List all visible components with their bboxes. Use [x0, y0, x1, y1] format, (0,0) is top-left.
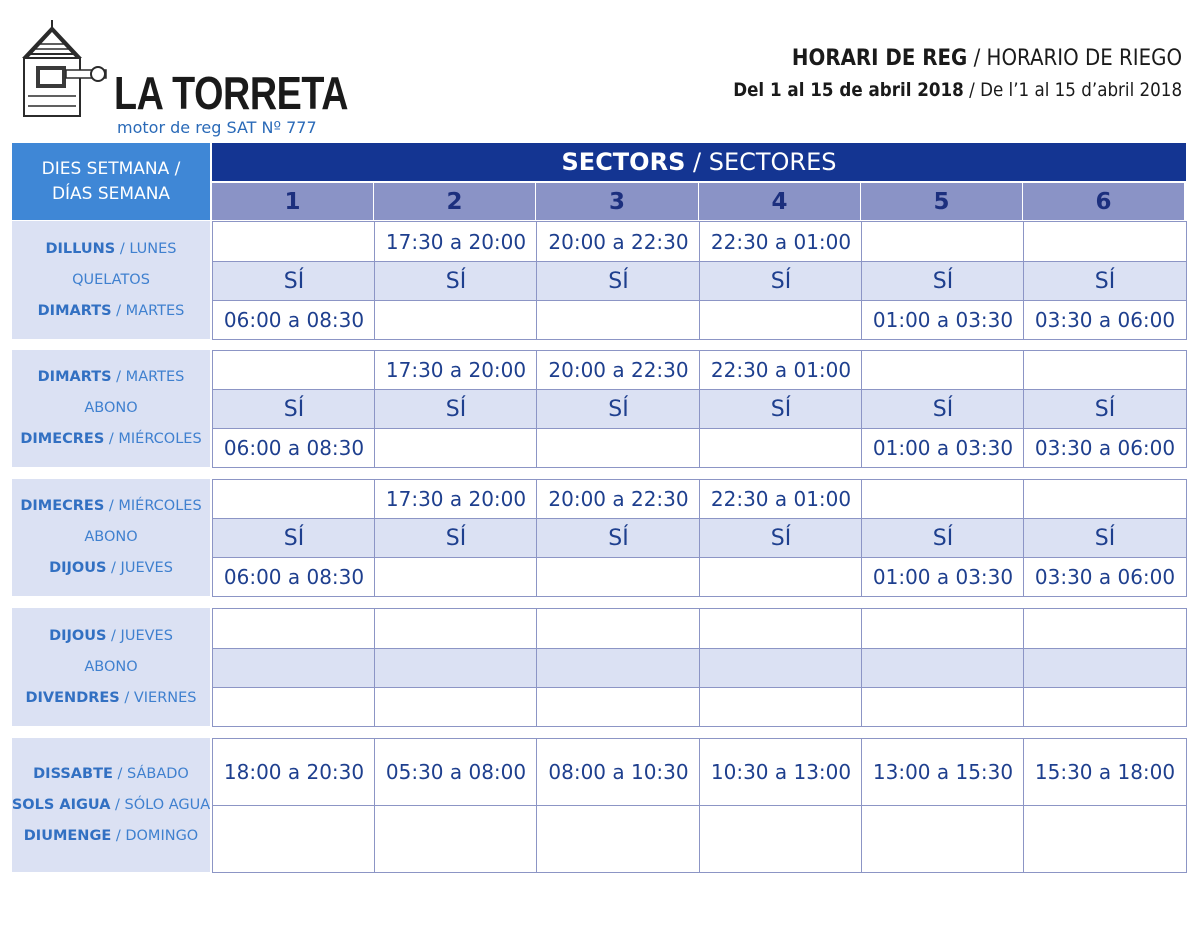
schedule-cell: [1023, 350, 1187, 390]
day-label: [45, 234, 176, 265]
schedule-cell: SÍ: [861, 389, 1025, 429]
schedule-cell: [861, 648, 1025, 688]
day-label-ca: DIUMENGE: [23, 827, 112, 844]
day-label-es: QUELATOS: [72, 271, 150, 288]
schedule-cell: [861, 221, 1025, 262]
day-label-es: / SÓLO AGUA: [110, 796, 211, 813]
schedule-cell: SÍ: [1023, 261, 1187, 301]
day-label: [49, 553, 173, 584]
schedule-cell: SÍ: [536, 261, 701, 301]
sector-number-4: 4: [699, 183, 860, 220]
day-label-ca: DIJOUS: [49, 627, 107, 644]
day-label-es: / LUNES: [115, 240, 177, 257]
schedule-cell: 20:00 a 22:30: [536, 221, 701, 262]
day-label: [84, 652, 137, 683]
schedule-cell: 06:00 a 08:30: [212, 300, 376, 340]
day-label-ca: DILLUNS: [45, 240, 116, 257]
schedule-cell: [699, 805, 863, 873]
schedule-cell: 17:30 a 20:00: [374, 350, 538, 390]
day-label-ca: DIMARTS: [37, 369, 112, 385]
schedule-cell: [699, 300, 863, 340]
schedule-cell: 05:30 a 08:00: [374, 738, 538, 806]
day-label: [72, 265, 150, 296]
schedule-cell: [536, 687, 701, 727]
schedule-cell: [374, 648, 538, 688]
schedule-cell: [212, 479, 376, 519]
schedule-cell: [861, 350, 1025, 390]
sector-number-2: 2: [374, 183, 535, 220]
schedule-cell: 03:30 a 06:00: [1023, 557, 1187, 597]
brand-logo: [14, 18, 349, 137]
schedule-cell: 01:00 a 03:30: [861, 300, 1025, 340]
day-label: [84, 522, 137, 553]
schedule-cell: [374, 428, 538, 468]
schedule-cell: [699, 557, 863, 597]
day-label-ca: DIMARTS: [37, 302, 112, 319]
day-label: [49, 621, 173, 652]
schedule-cell: SÍ: [212, 261, 376, 301]
day-label-ca: SOLS AIGUA: [11, 796, 111, 813]
schedule-cell: [699, 648, 863, 688]
day-label: [84, 393, 137, 424]
title-ca: HORARI DE REG: [791, 46, 968, 71]
sectors-header: [212, 143, 1186, 181]
schedule-cell: [1023, 479, 1187, 519]
schedule-cell: [1023, 648, 1187, 688]
schedule-cell: SÍ: [699, 389, 863, 429]
schedule-cell: SÍ: [374, 261, 538, 301]
day-label: [24, 821, 198, 852]
schedule-cell: SÍ: [861, 261, 1025, 301]
schedule-cell: [861, 687, 1025, 727]
day-label: [38, 362, 185, 393]
schedule-title: [672, 46, 1182, 101]
title-line-2: [733, 79, 1182, 101]
schedule-cell: 15:30 a 18:00: [1023, 738, 1187, 806]
sectors-separator: /: [685, 148, 709, 176]
schedule-cell: [374, 608, 538, 649]
schedule-cell: 22:30 a 01:00: [699, 350, 863, 390]
day-label-ca: DISSABTE: [33, 765, 113, 782]
page-header: [0, 0, 1200, 140]
tower-icon: [14, 18, 114, 118]
sectors-label-ca: SECTORS: [561, 148, 686, 176]
schedule-cell: 17:30 a 20:00: [374, 479, 538, 519]
schedule-cell: [536, 300, 701, 340]
schedule-cell: [861, 479, 1025, 519]
sector-number-1: 1: [212, 183, 373, 220]
schedule-cell: 03:30 a 06:00: [1023, 300, 1187, 340]
day-label-ca: DIMECRES: [20, 431, 105, 447]
schedule-cell: [374, 557, 538, 597]
sector-number-5: 5: [861, 183, 1022, 220]
date-range-ca: De l’1 al 15 d’abril 2018: [979, 79, 1182, 101]
schedule-cell: 17:30 a 20:00: [374, 221, 538, 262]
schedule-cell: SÍ: [699, 518, 863, 558]
day-label-es: / DOMINGO: [111, 827, 199, 844]
day-label-es: / MIÉRCOLES: [104, 431, 202, 447]
day-label-es: ABONO: [84, 658, 138, 675]
schedule-cell: 03:30 a 06:00: [1023, 428, 1187, 468]
brand-subtitle: motor de reg SAT Nº 777: [117, 118, 317, 137]
day-label-es: / VIERNES: [119, 689, 197, 706]
schedule-cell: [212, 350, 376, 390]
schedule-cell: [699, 428, 863, 468]
day-label: [38, 296, 185, 327]
schedule-cell: 13:00 a 15:30: [861, 738, 1025, 806]
day-label-es: / MIÉRCOLES: [104, 498, 202, 514]
sector-number-6: 6: [1023, 183, 1184, 220]
schedule-cell: 22:30 a 01:00: [699, 221, 863, 262]
schedule-cell: 01:00 a 03:30: [861, 428, 1025, 468]
day-label-es: / MARTES: [111, 369, 185, 385]
day-label-ca: DIMECRES: [20, 498, 105, 514]
day-group-labels: [12, 350, 210, 467]
schedule-cell: [212, 648, 376, 688]
day-group-labels: [12, 221, 210, 339]
schedule-cell: [212, 805, 376, 873]
brand-name: LA TORRETA: [114, 67, 349, 119]
schedule-cell: [536, 648, 701, 688]
schedule-cell: 20:00 a 22:30: [536, 350, 701, 390]
schedule-cell: 10:30 a 13:00: [699, 738, 863, 806]
schedule-cell: SÍ: [536, 518, 701, 558]
day-label-es: ABONO: [84, 529, 138, 545]
day-label: [26, 683, 197, 714]
day-label: [20, 491, 201, 522]
schedule-cell: SÍ: [374, 389, 538, 429]
day-label-es: ABONO: [84, 400, 138, 416]
date-range-es: Del 1 al 15 de abril 2018: [733, 79, 964, 101]
schedule-cell: 06:00 a 08:30: [212, 428, 376, 468]
schedule-cell: [212, 608, 376, 649]
schedule-cell: 22:30 a 01:00: [699, 479, 863, 519]
schedule-cell: SÍ: [699, 261, 863, 301]
day-label: [33, 759, 189, 790]
schedule-cell: [536, 428, 701, 468]
schedule-cell: [374, 300, 538, 340]
title-es: HORARIO DE RIEGO: [986, 46, 1182, 71]
sector-number-3: 3: [536, 183, 698, 220]
schedule-cell: [861, 608, 1025, 649]
day-label-es: / JUEVES: [106, 560, 173, 576]
schedule-cell: [536, 608, 701, 649]
schedule-cell: [861, 805, 1025, 873]
day-group-labels: [12, 608, 210, 726]
schedule-cell: SÍ: [212, 389, 376, 429]
schedule-cell: 08:00 a 10:30: [536, 738, 701, 806]
days-header-line-2: DÍAS SEMANA: [51, 183, 171, 204]
schedule-cell: SÍ: [536, 389, 701, 429]
schedule-cell: [1023, 687, 1187, 727]
title-separator: /: [967, 46, 987, 71]
schedule-cell: [1023, 221, 1187, 262]
day-group-labels: [12, 479, 210, 596]
day-label-es: / MARTES: [111, 302, 185, 319]
day-label-es: / SÁBADO: [112, 765, 189, 782]
schedule-cell: [212, 221, 376, 262]
schedule-cell: 01:00 a 03:30: [861, 557, 1025, 597]
schedule-cell: [699, 687, 863, 727]
schedule-cell: 18:00 a 20:30: [212, 738, 376, 806]
title-line-1: [723, 46, 1182, 71]
days-column-header: [12, 143, 210, 220]
schedule-cell: [374, 805, 538, 873]
schedule-cell: SÍ: [374, 518, 538, 558]
schedule-cell: [536, 557, 701, 597]
day-label-ca: DIVENDRES: [25, 689, 120, 706]
schedule-cell: [374, 687, 538, 727]
schedule-cell: 06:00 a 08:30: [212, 557, 376, 597]
date-separator: /: [963, 79, 980, 101]
day-label: [12, 790, 210, 821]
schedule-cell: [1023, 805, 1187, 873]
schedule-cell: [212, 687, 376, 727]
schedule-cell: 20:00 a 22:30: [536, 479, 701, 519]
day-group-labels: [12, 738, 210, 872]
schedule-cell: [699, 608, 863, 649]
schedule-cell: SÍ: [861, 518, 1025, 558]
schedule-cell: [1023, 608, 1187, 649]
sectors-label-es: SECTORES: [708, 148, 837, 176]
schedule-cell: SÍ: [1023, 389, 1187, 429]
day-label: [20, 424, 201, 455]
days-header-line-1: DIES SETMANA /: [41, 158, 181, 179]
schedule-cell: [536, 805, 701, 873]
schedule-cell: SÍ: [1023, 518, 1187, 558]
day-label-es: / JUEVES: [106, 627, 173, 644]
day-label-ca: DIJOUS: [49, 560, 107, 576]
schedule-cell: SÍ: [212, 518, 376, 558]
